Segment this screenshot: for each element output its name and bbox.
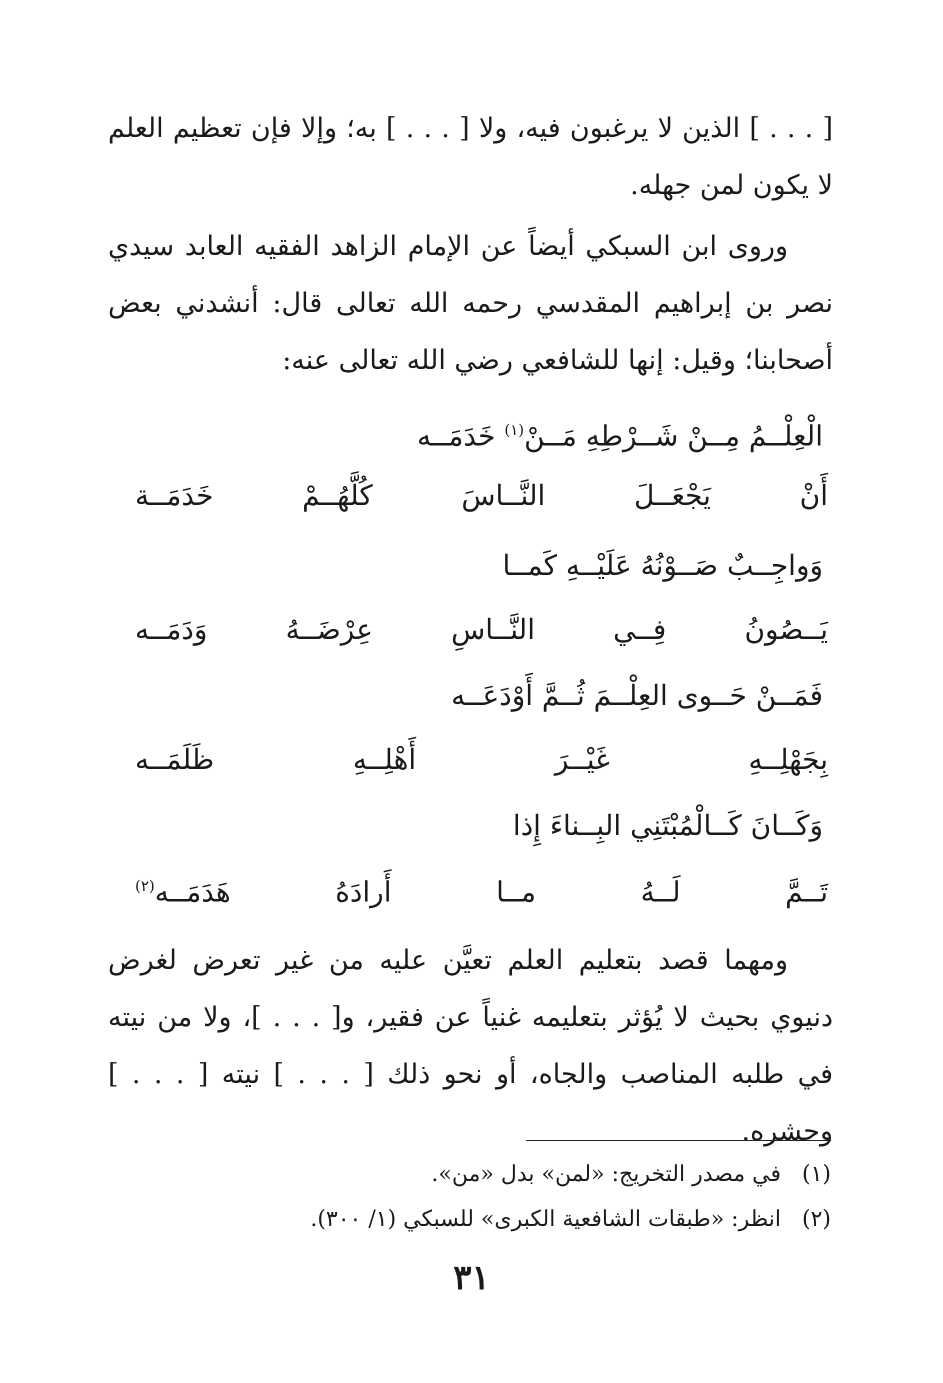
footnote-1-text: في مصدر التخريج: «لمن» بدل «من». xyxy=(431,1162,781,1187)
paragraph-narration: وروى ابن السبكي أيضاً عن الإمام الزاهد الفقيه العابد سيدي نصر بن إبراهيم المقدسي رحمه الله تعالى قال: أنشدني بعض أصحابنا؛ وقيل: إنها للشافعي رضي الله تعالى عنه: xyxy=(108,231,833,376)
verse-1 xyxy=(417,410,823,456)
footnote-2-number: (٢) xyxy=(801,1207,831,1232)
page-number: ٣١ xyxy=(453,1258,490,1298)
footnote-marker-1: (١) xyxy=(504,421,525,439)
verse-8-text: تَــمَّ لَــهُ مــا أَرادَهُ هَدَمَــه xyxy=(154,875,828,909)
verse-8 xyxy=(135,866,828,912)
verse-2: أَنْ يَجْعَــلَ النَّــاسَ كُلَّهُــمْ خَدَمَــة xyxy=(135,479,828,512)
verse-5: فَمَــنْ حَــوى العِلْــمَ ثُــمَّ أَوْدَعَــه xyxy=(451,679,823,712)
verse-1-text: الْعِلْــمُ مِــنْ شَــرْطِهِ مَــنْ xyxy=(524,419,823,453)
footnote-divider xyxy=(526,1140,831,1141)
footnote-marker-2: (٢) xyxy=(135,877,155,895)
footnote-1-number: (١) xyxy=(801,1162,831,1187)
verse-6: بِجَهْلِــهِ غَيْــرَ أَهْلِــهِ ظَلَمَــه xyxy=(135,743,828,776)
footnote-2 xyxy=(310,1205,831,1235)
footnote-1 xyxy=(431,1160,831,1190)
footnote-2-text: انظر: «طبقات الشافعية الكبرى» للسبكي (١/ ٣٠٠). xyxy=(310,1207,781,1232)
verse-4: يَــصُونُ فِــي النَّــاسِ عِرْضَــهُ وَدَمَــه xyxy=(135,613,828,646)
verse-1-rest: خَدَمَــه xyxy=(417,419,505,453)
paragraph-intention: ومهما قصد بتعليم العلم تعيَّن عليه من غير تعرض لغرض دنيوي بحيث لا يُؤثر بتعليمه غنياً عن فقير، و[ . . . ]، ولا من نيته في طلبه المناصب والجاه، أو نحو ذلك [ . . . ] نيته [ . . . ] وحشره. xyxy=(108,945,833,1147)
verse-7: وَكَــانَ كَــالْمُبْتَنِي البِــناءَ إِذا xyxy=(512,809,823,842)
paragraph-intro: [ . . . ] الذين لا يرغبون فيه، ولا [ . . . ] به؛ وإلا فإن تعظيم العلم لا يكون لمن جهله. xyxy=(108,113,833,201)
verse-3: وَواجِــبٌ صَــوْنُهُ عَلَيْــهِ كَمــا xyxy=(502,549,823,582)
